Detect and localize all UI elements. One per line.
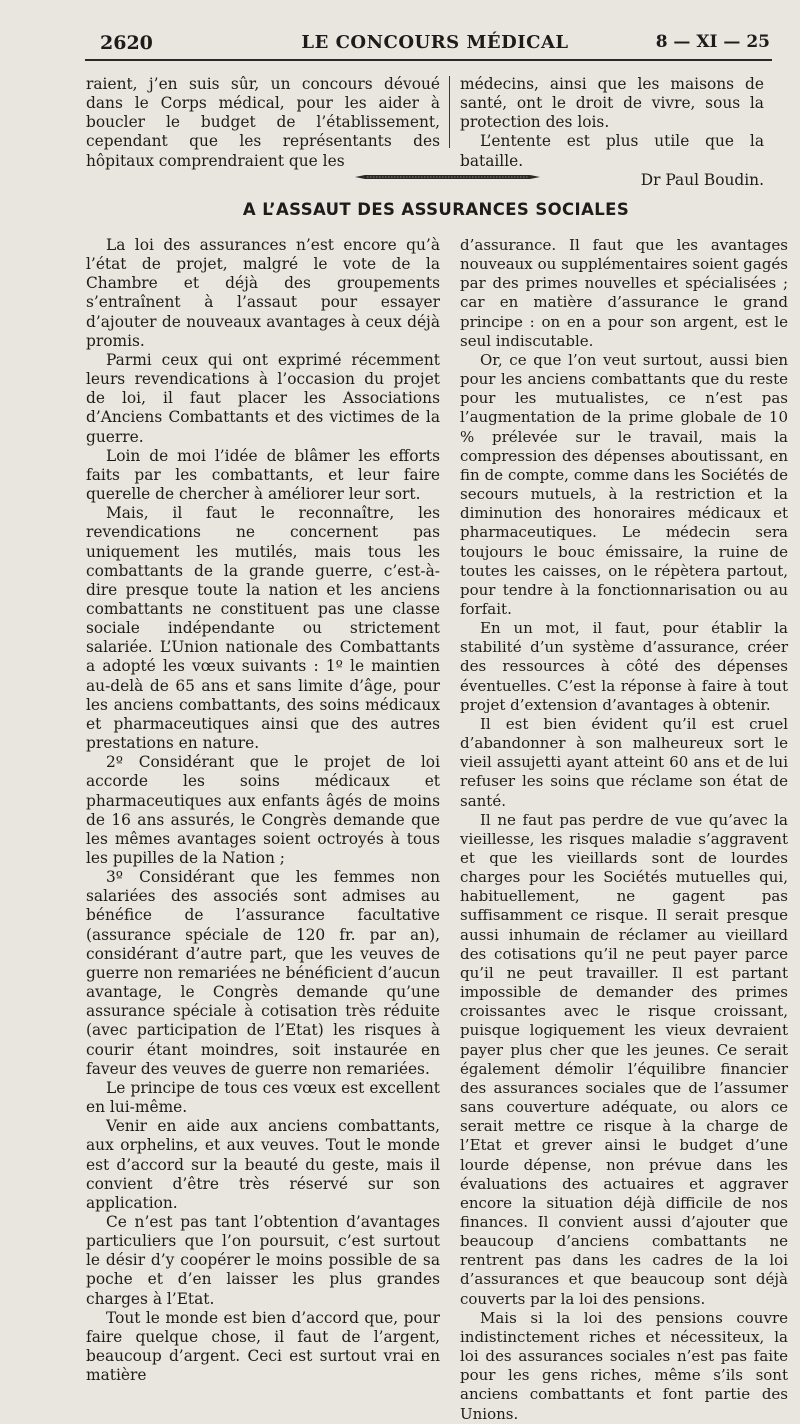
previous-article-right-column xyxy=(460,75,764,190)
paragraph: Il est bien évident qu’il est cruel d’abandonner à son malheureux sort le vieil assujetti ayant atteint 60 ans et de lui refuser les soins que réclame son état de santé. xyxy=(460,714,788,810)
page-header xyxy=(100,28,770,58)
page-number: 2620 xyxy=(100,32,153,54)
paragraph: Venir en aide aux anciens combattants, aux orphelins, et aux veuves. Tout le monde est d’accord sur la beauté du geste, mais il convient d’être très réservé sur son application. xyxy=(86,1117,440,1212)
paragraph: médecins, ainsi que les maisons de santé, ont le droit de vivre, sous la protection des lois. xyxy=(460,75,764,132)
previous-article-left-column xyxy=(86,75,440,171)
issue-date: 8 — XI — 25 xyxy=(655,32,770,52)
paragraph: Tout le monde est bien d’accord que, pour faire quelque chose, il faut de l’argent, beaucoup d’argent. Ceci est surtout vrai en matière xyxy=(86,1308,440,1385)
paragraph: Il ne faut pas perdre de vue qu’avec la vieillesse, les risques maladie s’aggravent et que les vieillards sont de lourdes charges pour les Sociétés mutuelles qui, habituellement, ne gagent pas suffisamment ce risque. Il serait presque aussi inhumain de réclamer au vieillard des cotisations qu’il ne peut payer parce qu’il ne peut travailler. Il est partant impossible de demander des primes croissantes avec le risque croissant, puisque logiquement les vieux devraient payer plus cher que les jeunes. Ce serait également démolir l’équilibre financier des assurances sociales que de l’assumer sans couverture adéquate, ou alors ce serait mettre ce risque à la charge de l’Etat et grever ainsi le budget d’une lourde dépense, non prévue dans les évaluations des actuaires et aggraver encore la situation déjà difficile de nos finances. Il convient aussi d’ajouter que beaucoup d’anciens combattants ne rentrent pas dans les cadres de la loi d’assurances et que beaucoup sont déjà couverts par la loi des pensions. xyxy=(460,810,788,1308)
signature: Dr Paul Boudin. xyxy=(640,170,764,189)
ornamental-divider xyxy=(355,174,540,180)
paragraph: Mais si la loi des pensions couvre indistinctement riches et nécessiteux, la loi des assurances sociales n’est pas faite pour les gens riches, même s’ils sont anciens combattants et font partie des Unions. xyxy=(460,1308,788,1423)
paragraph: 3º Considérant que les femmes non salariées des associés sont admises au bénéfice de l’assurance facultative (assurance spéciale de 120 fr. par an), considérant d’autre part, que les veuves de guerre non remariées ne bénéficient d’aucun avantage, le Congrès demande qu’une assurance spéciale à cotisation très réduite (avec participation de l’Etat) les risques à courir étant moindres, soit instaurée en faveur des veuves de guerre non remariées. xyxy=(86,868,440,1078)
article-title: A L’ASSAUT DES ASSURANCES SOCIALES xyxy=(242,200,630,219)
paragraph: Mais, il faut le reconnaître, les revendications ne concernent pas uniquement les mutilés, mais tous les combattants de la grande guerre, c’est-à-dire presque toute la nation et les anciens combattants ne constituent pas une classe sociale indépendante ou strictement salariée. L’Union nationale des Combattants a adopté les vœux suivants : 1º le maintien au-delà de 65 ans et sans limite d’âge, pour les anciens combattants, des soins médicaux et pharmaceutiques ainsi que des autres prestations en nature. xyxy=(86,504,440,753)
paragraph: 2º Considérant que le projet de loi accorde les soins médicaux et pharmaceutiques aux enfants âgés de moins de 16 ans assurés, le Congrès demande que les mêmes avantages soient octroyés à tous les pupilles de la Nation ; xyxy=(86,753,440,867)
paragraph: Le principe de tous ces vœux est excellent en lui-même. xyxy=(86,1078,440,1117)
closing-line: L’entente est plus utile que la bataille. xyxy=(460,132,764,170)
paragraph: Or, ce que l’on veut surtout, aussi bien pour les anciens combattants que du reste pour les mutualistes, ce n’est pas l’augmentation de la prime globale de 10 % prélevée sur le travail, mais la compression des dépenses aboutissant, en fin de compte, comme dans les Sociétés de secours mutuels, à la restriction et la diminution des honoraires médicaux et pharmaceutiques. Le médecin sera toujours le bouc émissaire, la ruine de toutes les caisses, on le répètera partout, pour tendre à la fonctionnarisation ou au forfait. xyxy=(460,350,788,618)
column-separator xyxy=(449,76,450,148)
paragraph: Ce n’est pas tant l’obtention d’avantages particuliers que l’on poursuit, c’est surtout le désir d’y coopérer le moins possible de sa poche et d’en laisser les plus grandes charges à l’Etat. xyxy=(86,1212,440,1308)
paragraph: raient, j’en suis sûr, un concours dévoué dans le Corps médical, pour les aider à boucler le budget de l’établissement, cependant que les représentants des hôpitaux comprendraient que les xyxy=(86,75,440,170)
paragraph: La loi des assurances n’est encore qu’à l’état de projet, malgré le vote de la Chambre et déjà des groupements s’entraînent à l’assaut pour essayer d’ajouter de nouveaux avantages à ceux déjà promis. xyxy=(86,236,440,350)
paragraph: Loin de moi l’idée de blâmer les efforts faits par les combattants, et leur faire querelle de chercher à améliorer leur sort. xyxy=(86,446,440,504)
paragraph: En un mot, il faut, pour établir la stabilité d’un système d’assurance, créer des ressources à côté des dépenses éventuelles. C’est la réponse à faire à tout projet d’extension d’avantages à obtenir. xyxy=(460,619,788,714)
paragraph: d’assurance. Il faut que les avantages nouveaux ou supplémentaires soient gagés par des primes nouvelles et spécialisées ; car en matière d’assurance le grand principe : on en a pour son argent, est le seul indiscutable. xyxy=(460,236,788,350)
article-right-column xyxy=(460,236,788,1424)
journal-title: LE CONCOURS MÉDICAL xyxy=(301,32,569,53)
header-rule xyxy=(85,59,772,61)
article-left-column xyxy=(86,236,440,1385)
paragraph: Parmi ceux qui ont exprimé récemment leurs revendications à l’occasion du projet de loi, il faut placer les Associations d’Anciens Combattants et des victimes de la guerre. xyxy=(86,350,440,446)
